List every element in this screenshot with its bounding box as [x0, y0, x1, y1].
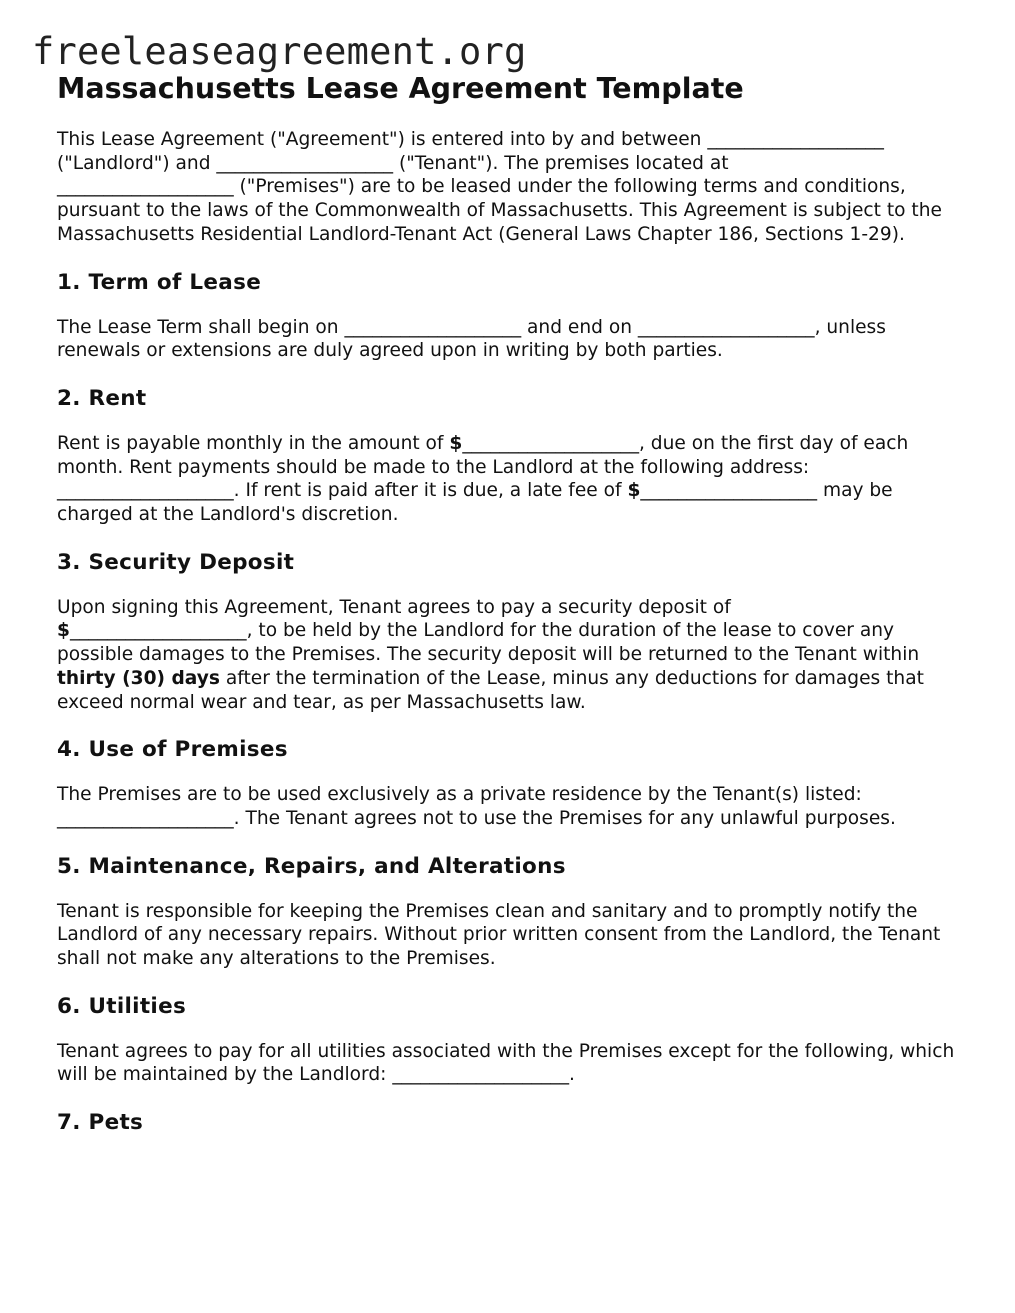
use-paragraph [57, 783, 967, 830]
rent-dollar-sign: $ [449, 432, 463, 454]
tenants-listed-blank: ___________________ [57, 807, 234, 829]
intro-text-1: This Lease Agreement ("Agreement") is entered into by and between [57, 129, 708, 150]
intro-text-4: ("Premises") are to be leased under the following terms and conditions, pursuant to the laws of the Commonwealth of Massachusetts. This Agreement is subject to the Massachusetts Residential Landlord-Tenant Act (General Laws Chapter 186, Sections 1-29). [57, 176, 942, 245]
lease-start-blank: ___________________ [344, 316, 522, 338]
section-heading-deposit: 3. Security Deposit [57, 549, 295, 575]
document-title: Massachusetts Lease Agreement Template [57, 72, 744, 105]
term-text-1: The Lease Term shall begin on [57, 316, 345, 338]
deposit-return-period: thirty (30) days [57, 667, 220, 689]
rent-text-1: Rent is payable monthly in the amount of [57, 432, 450, 454]
use-text-1: The Premises are to be used exclusively as a private residence by the Tenant(s) listed: [57, 784, 862, 806]
utilities-text-2: . [568, 1064, 575, 1086]
section-heading-use: 4. Use of Premises [57, 737, 288, 763]
intro-text-2: ("Landlord") and [57, 152, 217, 174]
intro-paragraph [57, 128, 967, 247]
term-paragraph [57, 316, 967, 363]
rent-text-2: , due on the first day of each month. Rent payments should be made to the Landlord at the following address: [57, 432, 909, 478]
section-heading-utilities: 6. Utilities [57, 993, 187, 1019]
rent-amount-blank: ___________________ [462, 432, 639, 454]
landlord-utilities-blank: ___________________ [392, 1064, 569, 1086]
site-watermark: freeleaseagreement.org [32, 30, 527, 73]
section-heading-pets: 7. Pets [57, 1110, 144, 1136]
intro-text-3: ("Tenant"). The premises located at [393, 152, 729, 174]
rent-paragraph [57, 432, 967, 527]
section-heading-term: 1. Term of Lease [57, 269, 262, 295]
use-text-2: . The Tenant agrees not to use the Premises for any unlawful purposes. [233, 807, 896, 829]
utilities-text-1: Tenant agrees to pay for all utilities associated with the Premises except for the following, which will be maintained by the Landlord: [57, 1040, 955, 1086]
rent-address-blank: ___________________ [57, 480, 234, 502]
rent-text-3: . If rent is paid after it is due, a late fee of [233, 480, 628, 502]
section-heading-rent: 2. Rent [57, 385, 147, 411]
deposit-dollar-sign: $ [57, 620, 70, 642]
deposit-text-3: after the termination of the Lease, minus any deductions for damages that exceed normal wear and tear, as per Massachusetts law. [57, 667, 924, 713]
section-heading-maintenance: 5. Maintenance, Repairs, and Alterations [57, 853, 566, 879]
premises-address-blank: ___________________ [57, 176, 234, 198]
deposit-text-2: , to be held by the Landlord for the duration of the lease to cover any possible damages to the Premises. The security deposit will be returned to the Tenant within [57, 620, 920, 666]
rent-text-4: may be charged at the Landlord's discretion. [57, 480, 893, 526]
maintenance-paragraph: Tenant is responsible for keeping the Premises clean and sanitary and to promptly notify the Landlord of any necessary repairs. Without prior written consent from the Landlord, the Tenant shall not make any alterations to the Premises. [57, 900, 941, 970]
deposit-amount-blank: ___________________ [69, 620, 247, 642]
late-fee-dollar-sign: $ [627, 480, 641, 502]
lease-end-blank: ___________________ [637, 316, 815, 338]
deposit-paragraph [57, 596, 967, 715]
utilities-paragraph [57, 1040, 967, 1087]
landlord-name-blank: ___________________ [707, 129, 884, 150]
document-page [57, 70, 967, 1156]
term-text-2: and end on [521, 316, 638, 338]
tenant-name-blank: ___________________ [216, 152, 394, 174]
term-text-3: , unless renewals or extensions are duly agreed upon in writing by both parties. [57, 316, 886, 362]
late-fee-blank: ___________________ [640, 480, 818, 502]
deposit-text-1: Upon signing this Agreement, Tenant agrees to pay a security deposit of [57, 596, 731, 618]
